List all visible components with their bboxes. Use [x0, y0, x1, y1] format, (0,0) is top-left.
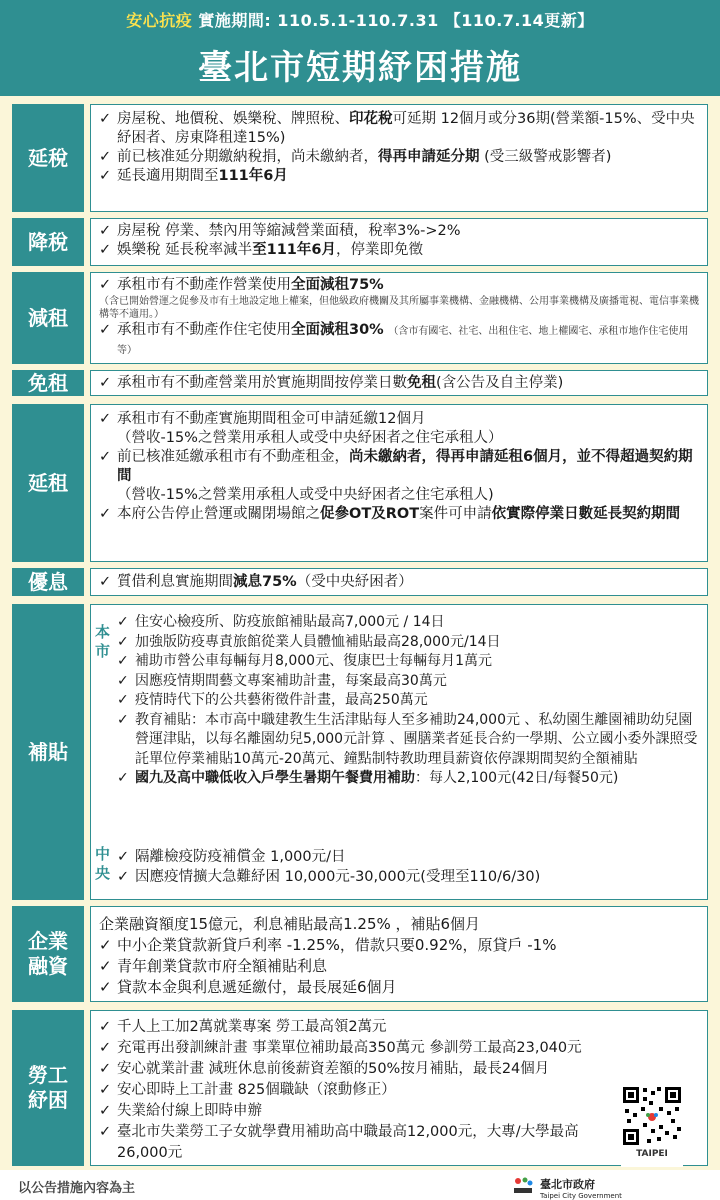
section-rent-free — [12, 370, 708, 396]
list-item: ✓ 承租市有不動產作住宅使用全面減租30% （含市有國宅、社宅、出租住宅、地上權國宅、承租市地作住宅使用等） — [99, 321, 699, 359]
section-content — [90, 1010, 708, 1166]
section-rent-cut — [12, 272, 708, 364]
section-label: 優息 — [12, 568, 84, 596]
list-item: ✓ 質借利息實施期間減息75%（受中央紓困者） — [99, 573, 699, 592]
section-label: 免租 — [12, 370, 84, 396]
section-content — [90, 906, 708, 1002]
qr-code[interactable] — [621, 1085, 683, 1167]
taipei-logo-icon — [512, 1175, 534, 1195]
section-labor-relief — [12, 1010, 708, 1166]
list-item: ✓ 娛樂稅 延長稅率減半至111年6月，停業即免徵 — [99, 241, 699, 260]
list-item: ✓ 因應疫情期間藝文專案補助計畫，每案最高30萬元 — [117, 672, 701, 692]
gov-name-en: Taipei City Government — [540, 1192, 622, 1200]
list-item: ✓ 千人上工加2萬就業專案 勞工最高領2萬元 — [99, 1017, 617, 1038]
list-item: ✓ 補助市營公車每輛每月8,000元、復康巴士每輛每月1萬元 — [117, 652, 701, 672]
section-tax-delay — [12, 104, 708, 212]
list-item: ✓ 臺北市失業勞工子女就學費用補助高中職最高12,000元，大專/大學最高26,000元 — [99, 1122, 617, 1164]
list-item: ✓ 住安心檢疫所、防疫旅館補貼最高7,000元 / 14日 — [117, 613, 701, 633]
list-item: ✓ 貸款本金與利息遞延繳付，最長展延6個月 — [99, 977, 699, 998]
list-item: ✓ 教育補貼：本市高中職建教生生活津貼每人至多補助24,000元 、私幼園生離園補助幼兒園營運津貼，以每名離園幼兒5,000元計算 、團膳業者延長合約一學期、公立國小委外課照受託單位停業補貼10萬元-20萬元、鐘點制特教助理員薪資依停課期間契約全額補貼 — [117, 711, 701, 770]
section-label: 延租 — [12, 404, 84, 562]
section-content — [90, 604, 708, 900]
gov-name — [540, 1176, 622, 1200]
section-subsidy — [12, 604, 708, 900]
list-item: ✓ 充電再出發訓練計畫 事業單位補助最高350萬元 參訓勞工最高23,040元 — [99, 1038, 617, 1059]
period-subtitle — [0, 8, 720, 31]
section-intro: 企業融資額度15億元，利息補貼最高1.25% ，補貼6個月 — [99, 915, 481, 933]
list-item: ✓ 安心即時上工計畫 825個職缺（滾動修正） — [99, 1080, 617, 1101]
section-label: 降稅 — [12, 218, 84, 266]
list-item: ✓ 隔離檢疫防疫補償金 1,000元/日 — [117, 847, 701, 867]
subtitle-text: 實施期間: 110.5.1-110.7.31 【110.7.14更新】 — [192, 11, 594, 30]
list-item: ✓ 疫情時代下的公共藝術徵件計畫，最高250萬元 — [117, 691, 701, 711]
list-item: ✓ 加強版防疫專責旅館從業人員體恤補貼最高28,000元/14日 — [117, 633, 701, 653]
list-item: ✓ 承租市有不動產作營業使用全面減租75% — [99, 276, 699, 295]
list-item: ✓ 失業給付線上即時申辦 — [99, 1101, 617, 1122]
list-item: ✓ 中小企業貸款新貸戶利率 -1.25%，借款只要0.92%，原貸戶 -1% — [99, 935, 699, 956]
page-title: 臺北市短期紓困措施 — [198, 48, 522, 88]
subtitle-prefix: 安心抗疫 — [126, 11, 193, 30]
list-item: ✓ 延長適用期間至111年6月 — [99, 167, 699, 186]
city-tag: 本 市 — [95, 623, 111, 660]
list-item: ✓ 因應疫情擴大急難紓困 10,000元-30,000元(受理至110/6/30) — [117, 867, 701, 887]
list-item: ✓ 本府公告停止營運或關閉場館之促參OT及ROT案件可申請依實際停業日數延長契約期間 — [99, 505, 699, 524]
list-item: ✓ 安心就業計畫 減班休息前後薪資差額的50%按月補貼，最長24個月 — [99, 1059, 617, 1080]
central-tag: 中 央 — [95, 845, 111, 882]
list-note: （營收-15%之營業用承租人或受中央紓困者之住宅承租人） — [117, 430, 503, 446]
list-note: （營收-15%之營業用承租人或受中央紓困者之住宅承租人) — [117, 487, 494, 503]
section-label: 勞工 紓困 — [12, 1010, 84, 1166]
section-content — [90, 370, 708, 396]
list-item: ✓ 前已核准延分期繳納稅捐，尚未繳納者，得再申請延分期 (受三級警戒影響者) — [99, 148, 699, 167]
section-content — [90, 218, 708, 266]
section-interest — [12, 568, 708, 596]
gov-name-zh: 臺北市政府 — [540, 1178, 595, 1191]
list-item: ✓ 前已核准延繳承租市有不動產租金，尚未繳納者，得再申請延租6個月，並不得超過契約期間 — [99, 448, 699, 486]
section-content — [90, 568, 708, 596]
qr-caption: TAIPEI — [636, 1149, 668, 1159]
footer — [0, 1170, 720, 1200]
footer-note: 以公告措施內容為主 — [18, 1181, 136, 1196]
list-item: ✓ 國九及高中職低收入戶學生暑期午餐費用補助：每人2,100元(42日/每餐50元) — [117, 769, 701, 789]
section-label: 延稅 — [12, 104, 84, 212]
section-content — [90, 272, 708, 364]
section-business-loan — [12, 906, 708, 1002]
header-banner — [0, 0, 720, 96]
list-item: ✓ 房屋稅、地價稅、娛樂稅、牌照稅、印花稅可延期 12個月或分36期(營業額-15%、受中央紓困者、房東降租達15%) — [99, 110, 699, 148]
list-item: ✓ 承租市有不動產營業用於實施期間按停業日數免租(含公告及自主停業) — [99, 374, 699, 393]
section-label: 補貼 — [12, 604, 84, 900]
list-item: ✓ 青年創業貸款市府全額補貼利息 — [99, 956, 699, 977]
qr-code-icon — [621, 1085, 683, 1147]
footnote: （含已開始營運之促參及市有土地設定地上權案，但他級政府機關及其所屬事業機構、金融機構、公用事業機構及廣播電視、電信事業機構等不適用。） — [99, 296, 699, 320]
section-label: 減租 — [12, 272, 84, 364]
list-item: ✓ 房屋稅 停業、禁內用等縮減營業面積，稅率3%->2% — [99, 222, 699, 241]
section-rent-delay — [12, 404, 708, 562]
city-subsidy-list — [117, 613, 701, 789]
section-content — [90, 104, 708, 212]
central-subsidy-list — [117, 847, 701, 887]
section-content — [90, 404, 708, 562]
section-tax-cut — [12, 218, 708, 266]
list-item: ✓ 承租市有不動產實施期間租金可申請延繳12個月 — [99, 410, 699, 429]
section-label: 企業 融資 — [12, 906, 84, 1002]
